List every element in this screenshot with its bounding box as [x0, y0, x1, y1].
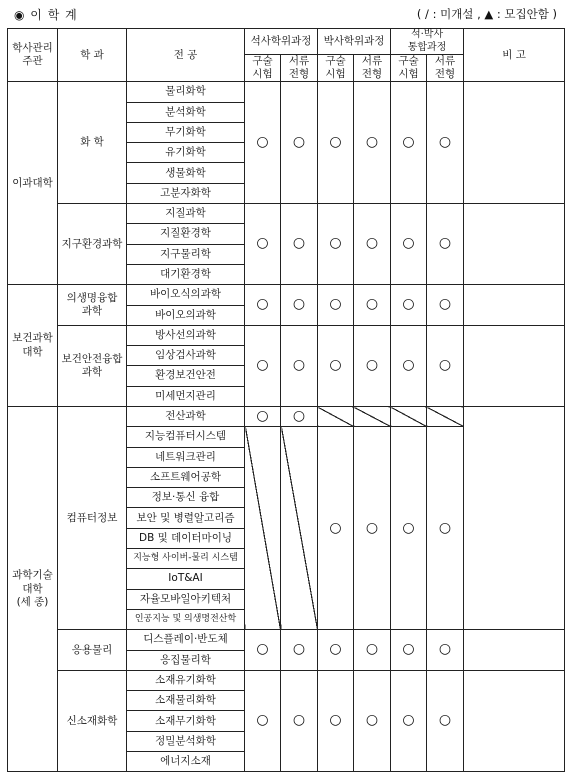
department-name: 의생명융합 과학 [58, 285, 127, 326]
circle-mark: ○ [318, 670, 354, 771]
circle-mark: ○ [245, 204, 281, 285]
circle-mark: ○ [318, 285, 354, 326]
major-name: 에너지소재 [127, 752, 245, 772]
circle-mark: ○ [281, 325, 318, 406]
circle-mark: ○ [281, 670, 318, 771]
major-name: DB 및 데이터마이닝 [127, 528, 245, 548]
remarks-cell [464, 407, 565, 630]
major-name: 유기화학 [127, 143, 245, 163]
circle-mark: ○ [245, 285, 281, 326]
legend: ( / : 미개설 , ▲ : 모집안함 ) [416, 7, 557, 21]
major-name: 정보·통신 융합 [127, 488, 245, 508]
circle-mark: ○ [354, 670, 391, 771]
major-name: 정밀분석화학 [127, 731, 245, 751]
header-oral: 구술 시험 [318, 55, 354, 82]
circle-mark: ○ [391, 670, 427, 771]
circle-mark: ○ [354, 285, 391, 326]
circle-mark: ○ [391, 82, 427, 204]
header-remarks: 비 고 [464, 29, 565, 82]
remarks-cell [464, 325, 565, 406]
page-title: ◉ 이 학 계 [14, 8, 78, 22]
circle-mark: ○ [391, 325, 427, 406]
college-name: 이과대학 [8, 82, 58, 285]
remarks-cell [464, 204, 565, 285]
major-name: 자율모바일아키텍처 [127, 589, 245, 609]
remarks-cell [464, 285, 565, 326]
header-doc: 서류 전형 [281, 55, 318, 82]
circle-mark: ○ [245, 82, 281, 204]
college-name: 과학기술 대학 (세 종) [8, 407, 58, 772]
header-doc: 서류 전형 [427, 55, 464, 82]
department-name: 컴퓨터정보 [58, 407, 127, 630]
circle-mark: ○ [281, 630, 318, 671]
major-name: 대기환경학 [127, 264, 245, 284]
program-table [7, 28, 565, 772]
circle-mark: ○ [391, 630, 427, 671]
major-name: 전산과학 [127, 407, 245, 427]
circle-mark: ○ [245, 630, 281, 671]
circle-mark: ○ [318, 427, 354, 630]
circle-mark: ○ [354, 82, 391, 204]
major-name: 무기화학 [127, 122, 245, 142]
not-offered-cell [318, 407, 354, 427]
major-name: 생물화학 [127, 163, 245, 183]
circle-mark: ○ [281, 82, 318, 204]
remarks-cell [464, 670, 565, 771]
circle-mark: ○ [354, 427, 391, 630]
major-name: 지구물리학 [127, 244, 245, 264]
major-name: 방사선의과학 [127, 325, 245, 345]
circle-mark: ○ [427, 670, 464, 771]
not-offered-cell [281, 427, 318, 630]
department-name: 지구환경과학 [58, 204, 127, 285]
header-oral: 구술 시험 [391, 55, 427, 82]
not-offered-cell [427, 407, 464, 427]
circle-mark: ○ [281, 204, 318, 285]
major-name: IoT&AI [127, 569, 245, 589]
major-name: 미세먼지관리 [127, 386, 245, 406]
department-name: 보건안전융합 과학 [58, 325, 127, 406]
major-name: 지능형 사이버-물리 시스템 [127, 549, 245, 569]
header-masters: 석사학위과정 [245, 29, 318, 55]
major-name: 분석화학 [127, 102, 245, 122]
major-name: 인공지능 및 의생명전산학 [127, 609, 245, 629]
department-name: 응용물리 [58, 630, 127, 671]
department-name: 신소재화학 [58, 670, 127, 771]
major-name: 디스플레이·반도체 [127, 630, 245, 650]
circle-mark: ○ [391, 427, 427, 630]
major-name: 환경보건안전 [127, 366, 245, 386]
circle-mark: ○ [427, 285, 464, 326]
not-offered-cell [354, 407, 391, 427]
major-name: 소프트웨어공학 [127, 467, 245, 487]
circle-mark: ○ [427, 82, 464, 204]
circle-mark: ○ [318, 204, 354, 285]
circle-mark: ○ [318, 325, 354, 406]
major-name: 바이오의과학 [127, 305, 245, 325]
circle-mark: ○ [427, 325, 464, 406]
circle-mark: ○ [318, 630, 354, 671]
header-doc: 서류 전형 [354, 55, 391, 82]
header-oral: 구술 시험 [245, 55, 281, 82]
header-integrated: 석·박사 통합과정 [391, 29, 464, 55]
circle-mark: ○ [391, 285, 427, 326]
circle-mark: ○ [427, 204, 464, 285]
circle-mark: ○ [354, 325, 391, 406]
circle-mark: ○ [245, 325, 281, 406]
major-name: 바이오식의과학 [127, 285, 245, 305]
circle-mark: ○ [391, 204, 427, 285]
major-name: 물리화학 [127, 82, 245, 102]
circle-mark: ○ [354, 630, 391, 671]
header-dept: 학 과 [58, 29, 127, 82]
remarks-cell [464, 630, 565, 671]
remarks-cell [464, 82, 565, 204]
major-name: 응집물리학 [127, 650, 245, 670]
major-name: 소재물리화학 [127, 691, 245, 711]
circle-mark: ○ [281, 407, 318, 427]
header-admin: 학사관리 주관 [8, 29, 58, 82]
major-name: 지질과학 [127, 204, 245, 224]
circle-mark: ○ [245, 407, 281, 427]
major-name: 지능컴퓨터시스템 [127, 427, 245, 447]
header-doctoral: 박사학위과정 [318, 29, 391, 55]
major-name: 소재무기화학 [127, 711, 245, 731]
not-offered-cell [391, 407, 427, 427]
circle-mark: ○ [318, 82, 354, 204]
header-major: 전 공 [127, 29, 245, 82]
circle-mark: ○ [354, 204, 391, 285]
department-name: 화 학 [58, 82, 127, 204]
college-name: 보건과학 대학 [8, 285, 58, 407]
major-name: 임상검사과학 [127, 346, 245, 366]
major-name: 네트워크관리 [127, 447, 245, 467]
circle-mark: ○ [427, 427, 464, 630]
major-name: 보안 및 병렬알고리즘 [127, 508, 245, 528]
circle-mark: ○ [281, 285, 318, 326]
major-name: 고분자화학 [127, 183, 245, 203]
not-offered-cell [245, 427, 281, 630]
major-name: 소재유기화학 [127, 670, 245, 690]
major-name: 지질환경학 [127, 224, 245, 244]
circle-mark: ○ [245, 670, 281, 771]
circle-mark: ○ [427, 630, 464, 671]
